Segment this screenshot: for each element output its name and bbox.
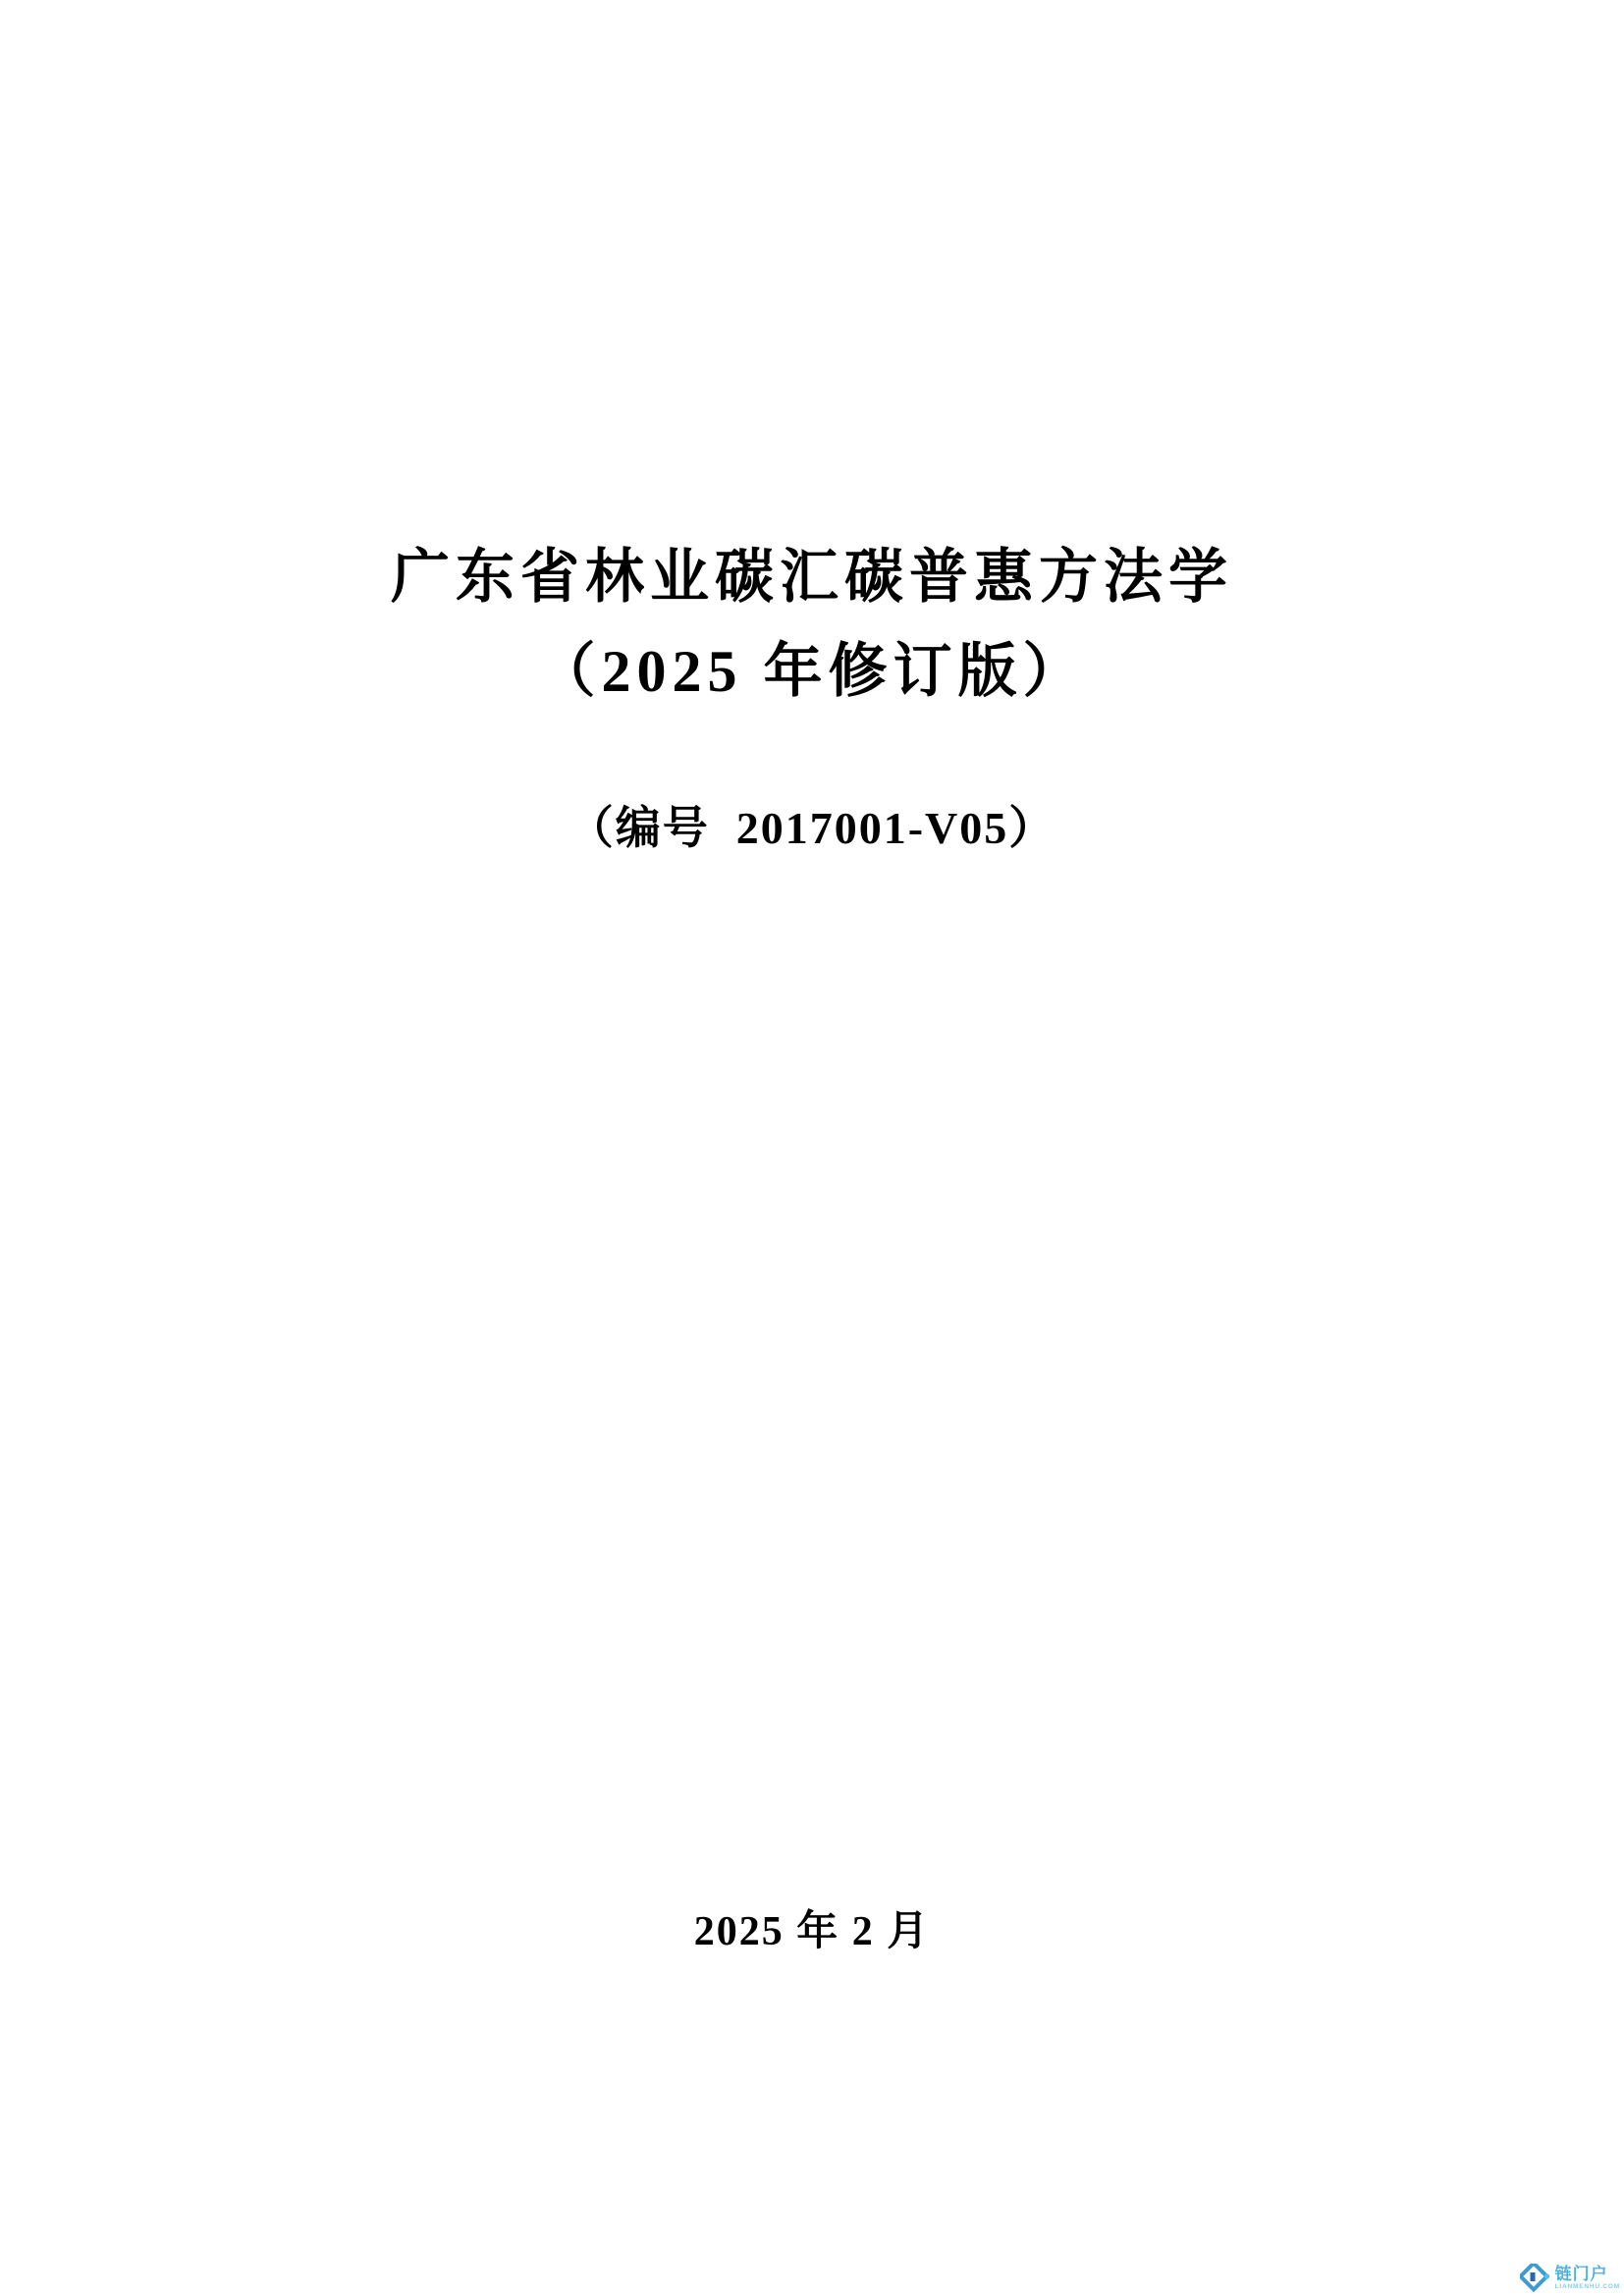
watermark-brand: 链门户 xyxy=(1554,2264,1608,2283)
diamond-dot-shape xyxy=(1544,2273,1549,2278)
document-date: 2025 年 2 月 xyxy=(693,1909,931,1954)
diamond-inner-shape xyxy=(1530,2272,1535,2281)
lianmenhu-logo-icon xyxy=(1520,2264,1550,2292)
title-block xyxy=(0,530,1624,719)
watermark xyxy=(1520,2264,1620,2292)
document-title-line1: 广东省林业碳汇碳普惠方法学 xyxy=(391,545,1233,610)
document-number: （编号 2017001-V05） xyxy=(568,803,1056,853)
document-title-line2: （2025 年修订版） xyxy=(536,639,1088,704)
watermark-text xyxy=(1555,2266,1620,2291)
watermark-domain: LIANMENHU.COM xyxy=(1554,2282,1620,2290)
